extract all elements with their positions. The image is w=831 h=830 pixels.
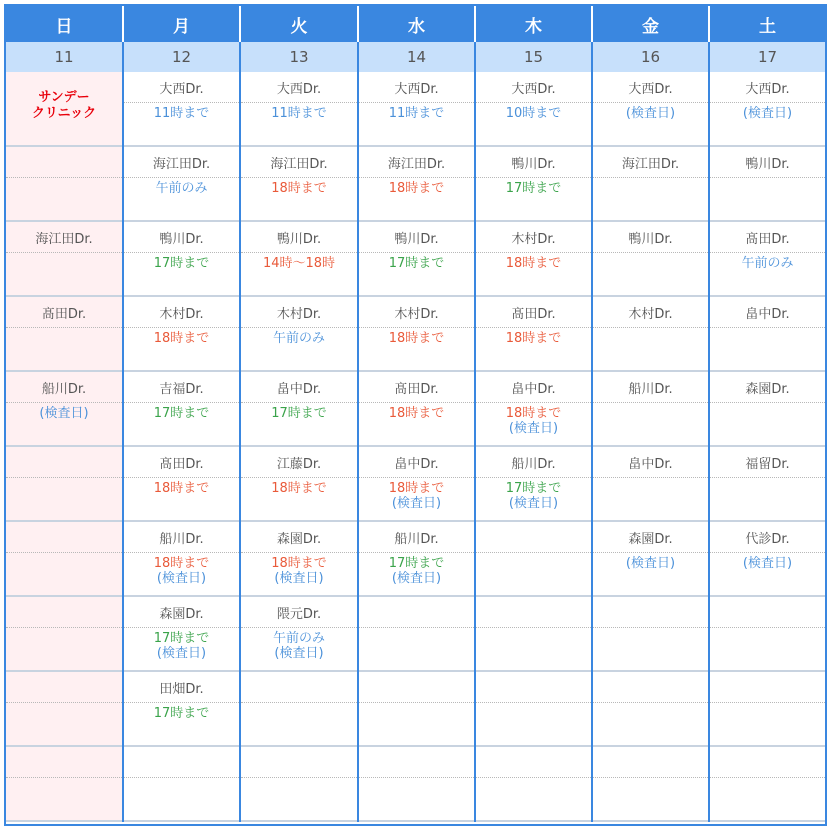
schedule-note-area [593,778,708,781]
schedule-note: 11時まで [271,106,327,121]
doctor-name [710,672,825,703]
schedule-cell [124,672,239,747]
schedule-cell [124,72,239,147]
schedule-cell [593,297,708,372]
schedule-note: (検査日) [742,106,793,121]
schedule-note-area [359,553,474,586]
schedule-note-area [710,628,825,631]
schedule-note: (検査日) [625,106,676,121]
doctor-name: 畠中Dr. [593,447,708,478]
doctor-name: 鴨川Dr. [476,147,591,178]
doctor-name: 鴨川Dr. [710,147,825,178]
doctor-name: 鴨川Dr. [124,222,239,253]
doctor-name: 森園Dr. [710,372,825,403]
schedule-note-area [476,703,591,706]
schedule-cell [593,72,708,147]
schedule-cell [593,372,708,447]
doctor-name: 隈元Dr. [241,597,357,628]
doctor-name [6,747,122,778]
schedule-cell [710,447,825,522]
schedule-note-area [710,553,825,571]
schedule-cell [593,447,708,522]
schedule-note-area [241,103,357,121]
schedule-cell [359,597,474,672]
schedule-note-area [241,178,357,196]
schedule-note-area [6,553,122,556]
date-header: 11 [6,42,124,72]
schedule-cell [593,522,708,597]
schedule-note-area [241,478,357,496]
schedule-note-area [6,703,122,706]
day-column [124,72,241,822]
schedule-note-area [124,178,239,196]
schedule-note-area [710,403,825,406]
schedule-note: 11時まで [153,106,210,121]
schedule-note-area [124,253,239,271]
schedule-cell [124,147,239,222]
doctor-name [476,747,591,778]
schedule-note: 17時まで [388,556,445,571]
schedule-note-area [593,253,708,256]
schedule-note-area [241,628,357,661]
doctor-name: 大西Dr. [241,72,357,103]
schedule-cell [476,597,591,672]
schedule-cell [6,597,122,672]
schedule-cell [359,72,474,147]
doctor-name [710,597,825,628]
schedule-note: 17時まで [153,256,210,271]
doctor-name: 森園Dr. [241,522,357,553]
schedule-note: (検査日) [508,421,559,436]
schedule-cell [6,447,122,522]
schedule-note-area [593,478,708,481]
schedule-note-area [6,403,122,421]
date-header-row [6,42,825,72]
doctor-name: 田畑Dr. [124,672,239,703]
doctor-name: 船川Dr. [124,522,239,553]
schedule-cell [124,522,239,597]
doctor-name [6,522,122,553]
schedule-note: (検査日) [39,406,89,421]
schedule-note-area [6,778,122,781]
schedule-note-area [359,103,474,121]
schedule-cell [241,447,357,522]
schedule-note: 17時まで [388,256,445,271]
doctor-name [476,597,591,628]
doctor-name [124,747,239,778]
schedule-note: 午前のみ [272,331,325,346]
schedule-cell [124,372,239,447]
doctor-name: 船川Dr. [476,447,591,478]
schedule-cell [241,747,357,822]
schedule-cell [476,747,591,822]
schedule-cell [476,372,591,447]
schedule-note: 17時まで [505,481,562,496]
schedule-note-area [124,403,239,421]
schedule-cell [710,147,825,222]
schedule-cell [241,372,357,447]
schedule-note-area [6,628,122,631]
schedule-note-area [124,778,239,781]
schedule-note: 18時まで [505,256,562,271]
schedule-note-area [241,253,357,271]
schedule-cell [593,222,708,297]
schedule-cell [6,147,122,222]
schedule-note-area [359,703,474,706]
schedule-cell [593,672,708,747]
doctor-name: 木村Dr. [359,297,474,328]
schedule-note: 17時まで [153,631,210,646]
doctor-name: 海江田Dr. [241,147,357,178]
schedule-note: 17時まで [153,406,210,421]
doctor-name [476,672,591,703]
schedule-note-area [359,178,474,196]
schedule-note-area [710,103,825,121]
schedule-note-area [476,478,591,511]
schedule-note-area [476,403,591,436]
schedule-cell [476,222,591,297]
schedule-note-area [6,253,122,256]
schedule-note-area [359,253,474,271]
schedule-note: (検査日) [156,571,207,586]
schedule-note: 18時まで [388,481,445,496]
doctor-name [593,672,708,703]
schedule-note: 18時まで [388,331,445,346]
schedule-note-area [6,178,122,181]
doctor-name [359,672,474,703]
schedule-note-area [710,478,825,481]
schedule-cell [6,222,122,297]
schedule-note: (検査日) [391,571,442,586]
schedule-note: (検査日) [274,646,324,661]
doctor-name: 木村Dr. [124,297,239,328]
schedule-note-area [124,703,239,721]
schedule-cell [476,297,591,372]
schedule-note-area [359,403,474,421]
schedule-note: (検査日) [508,496,559,511]
schedule-note-area [241,778,357,781]
schedule-note-area [476,778,591,781]
schedule-note-area [359,328,474,346]
schedule-note: (検査日) [274,571,324,586]
schedule-note: 18時まで [271,481,327,496]
schedule-cell [359,447,474,522]
doctor-name: 畠中Dr. [359,447,474,478]
schedule-cell [241,297,357,372]
doctor-name [710,747,825,778]
schedule-note-area [124,478,239,496]
schedule-cell [359,522,474,597]
doctor-name [593,747,708,778]
schedule-note: 18時まで [388,406,445,421]
doctor-name: 髙田Dr. [359,372,474,403]
day-column [359,72,476,822]
schedule-note-area [476,328,591,346]
schedule-cell [6,672,122,747]
doctor-name [593,597,708,628]
schedule-cell [710,597,825,672]
schedule-cell [6,72,122,147]
schedule-cell [359,672,474,747]
schedule-note: 18時まで [505,406,562,421]
doctor-name: 海江田Dr. [124,147,239,178]
schedule-cell [359,297,474,372]
day-column [710,72,825,822]
doctor-name: 髙田Dr. [6,297,122,328]
schedule-note: 18時まで [153,331,210,346]
doctor-name: 海江田Dr. [359,147,474,178]
sunday-clinic-line: サンデー [38,90,90,105]
schedule-cell [124,297,239,372]
doctor-name: 森園Dr. [593,522,708,553]
schedule-cell [710,297,825,372]
schedule-note: 午前のみ [155,181,208,196]
doctor-name: 鴨川Dr. [241,222,357,253]
schedule-note-area [6,328,122,331]
schedule-cell [241,222,357,297]
schedule-cell [710,72,825,147]
weekday-header: 日 [6,6,124,42]
schedule-note: 18時まで [388,181,445,196]
schedule-cell [593,597,708,672]
schedule-cell [593,147,708,222]
schedule-cell [6,297,122,372]
schedule-note-area [124,628,239,661]
doctor-name: 江藤Dr. [241,447,357,478]
doctor-name: 大西Dr. [476,72,591,103]
sunday-clinic-line: クリニック [31,106,97,121]
doctor-name: 海江田Dr. [593,147,708,178]
schedule-note: 午前のみ [272,631,325,646]
weekday-header: 月 [124,6,241,42]
schedule-cell [710,747,825,822]
schedule-note-area [124,328,239,346]
doctor-name: 木村Dr. [476,222,591,253]
day-column [476,72,593,822]
schedule-note-area [476,253,591,271]
weekday-header-row [6,6,825,42]
schedule-cell [6,747,122,822]
weekday-header: 水 [359,6,476,42]
schedule-note-area [593,628,708,631]
doctor-name [6,447,122,478]
sunday-clinic-label [6,90,122,122]
schedule-note-area [710,328,825,331]
doctor-name: 畠中Dr. [241,372,357,403]
schedule-note-area [124,103,239,121]
schedule-note-area [593,703,708,706]
date-header: 16 [593,42,710,72]
schedule-note-area [710,178,825,181]
schedule-note-area [476,628,591,631]
schedule-cell [710,522,825,597]
schedule-note: 18時まで [271,181,327,196]
schedule-note: 午前のみ [741,256,794,271]
schedule-cell [359,147,474,222]
doctor-name [359,597,474,628]
schedule-note-area [593,103,708,121]
weekday-header: 金 [593,6,710,42]
schedule-cell [476,147,591,222]
schedule-note: (検査日) [625,556,676,571]
schedule-note: 10時まで [505,106,562,121]
doctor-name: 大西Dr. [124,72,239,103]
doctor-name: 福留Dr. [710,447,825,478]
schedule-note-area [710,778,825,781]
schedule-cell [124,747,239,822]
date-header: 15 [476,42,593,72]
schedule-calendar [4,4,827,826]
schedule-note: 14時〜18時 [262,256,336,271]
schedule-note-area [593,403,708,406]
doctor-name: 船川Dr. [593,372,708,403]
schedule-cell [124,597,239,672]
schedule-note-area [241,553,357,586]
schedule-cell [241,147,357,222]
date-header: 14 [359,42,476,72]
schedule-note-area [241,403,357,421]
schedule-note-area [241,328,357,346]
doctor-name: 船川Dr. [6,372,122,403]
schedule-cell [710,672,825,747]
schedule-note: (検査日) [391,496,442,511]
doctor-name: 大西Dr. [593,72,708,103]
doctor-name [476,522,591,553]
doctor-name: 鴨川Dr. [593,222,708,253]
date-header: 13 [241,42,359,72]
date-header: 17 [710,42,825,72]
schedule-cell [6,522,122,597]
schedule-cell [359,747,474,822]
doctor-name: 鴨川Dr. [359,222,474,253]
schedule-grid [6,72,825,822]
schedule-note-area [593,178,708,181]
schedule-cell [241,597,357,672]
schedule-note-area [6,478,122,481]
doctor-name: 大西Dr. [359,72,474,103]
doctor-name: 吉福Dr. [124,372,239,403]
schedule-cell [476,447,591,522]
weekday-header: 火 [241,6,359,42]
sunday-column [6,72,124,822]
schedule-note-area [359,628,474,631]
doctor-name [241,672,357,703]
schedule-note-area [593,328,708,331]
doctor-name [6,597,122,628]
doctor-name: 髙田Dr. [710,222,825,253]
date-header: 12 [124,42,241,72]
schedule-cell [359,372,474,447]
schedule-cell [710,222,825,297]
schedule-note-area [359,778,474,781]
day-column [241,72,359,822]
schedule-cell [476,72,591,147]
schedule-note-area [476,178,591,196]
schedule-note: 18時まで [153,481,210,496]
doctor-name [359,747,474,778]
day-column [593,72,710,822]
schedule-cell [241,672,357,747]
schedule-note-area [476,553,591,556]
schedule-note: 18時まで [271,556,327,571]
doctor-name [241,747,357,778]
doctor-name: 海江田Dr. [6,222,122,253]
schedule-note-area [359,478,474,511]
schedule-note: 17時まで [271,406,327,421]
schedule-cell [241,72,357,147]
doctor-name: 畠中Dr. [476,372,591,403]
doctor-name: 木村Dr. [241,297,357,328]
schedule-note: (検査日) [156,646,207,661]
schedule-cell [124,447,239,522]
weekday-header: 木 [476,6,593,42]
schedule-note-area [593,553,708,571]
doctor-name: 大西Dr. [710,72,825,103]
doctor-name [6,672,122,703]
schedule-cell [710,372,825,447]
schedule-note-area [710,253,825,271]
schedule-cell [593,747,708,822]
schedule-note-area [124,553,239,586]
schedule-cell [359,222,474,297]
schedule-note: 18時まで [153,556,210,571]
schedule-note: (検査日) [742,556,793,571]
schedule-note-area [710,703,825,706]
doctor-name [6,147,122,178]
schedule-note: 11時まで [388,106,445,121]
schedule-cell [476,522,591,597]
doctor-name: 畠中Dr. [710,297,825,328]
schedule-note: 17時まで [153,706,210,721]
doctor-name: 森園Dr. [124,597,239,628]
doctor-name: 木村Dr. [593,297,708,328]
schedule-note: 17時まで [505,181,562,196]
weekday-header: 土 [710,6,825,42]
schedule-cell [6,372,122,447]
doctor-name: 髙田Dr. [124,447,239,478]
schedule-note-area [241,703,357,706]
schedule-cell [124,222,239,297]
schedule-cell [241,522,357,597]
schedule-note: 18時まで [505,331,562,346]
doctor-name: 代診Dr. [710,522,825,553]
doctor-name: 髙田Dr. [476,297,591,328]
schedule-note-area [476,103,591,121]
schedule-cell [476,672,591,747]
doctor-name: 船川Dr. [359,522,474,553]
